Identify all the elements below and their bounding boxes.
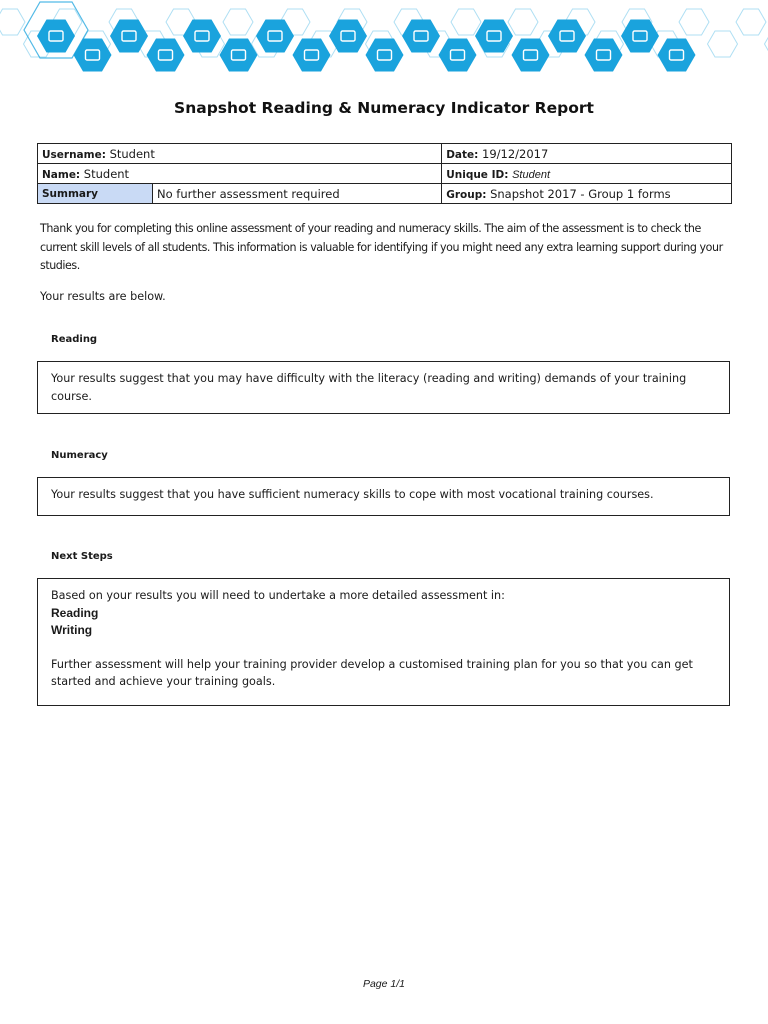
- lightbulb-icon: [74, 39, 112, 72]
- header-banner: [0, 0, 768, 80]
- calculator-icon: [585, 39, 623, 72]
- date-value: 19/12/2017: [482, 146, 549, 161]
- banner-outline-hex: [679, 9, 709, 35]
- laptop-icon: [147, 39, 185, 72]
- next-steps-closing: Further assessment will help your training provider develop a customised training plan for you so that you can get started and achieve your training goals.: [51, 657, 693, 688]
- report-title: Snapshot Reading & Numeracy Indicator Report: [174, 99, 594, 117]
- name-cell: [38, 164, 442, 184]
- clock-icon: [512, 39, 550, 72]
- name-value: Student: [83, 166, 130, 181]
- username-value: Student: [109, 146, 155, 161]
- next-steps-intro: Based on your results you will need to undertake a more detailed assessment in:: [51, 589, 505, 602]
- date-cell: [442, 144, 732, 164]
- banner-outline-hex: [736, 9, 766, 35]
- reading-heading: Reading: [51, 334, 98, 345]
- wheelbarrow-icon: [658, 39, 696, 72]
- book-icon: [183, 20, 221, 53]
- group-cell: [442, 184, 732, 204]
- numeracy-result-box: [37, 477, 730, 516]
- next-steps-area-writing: Writing: [51, 623, 93, 637]
- numeracy-result-text: Your results suggest that you have sufficient numeracy skills to cope with most vocational training courses.: [51, 488, 654, 501]
- globe-icon: [293, 39, 331, 72]
- book-icon: [402, 20, 440, 53]
- reading-result-box: [37, 361, 730, 414]
- name-label: Name:: [42, 168, 81, 181]
- group-value: Snapshot 2017 - Group 1 forms: [490, 186, 671, 201]
- pencil-icon: [37, 20, 75, 53]
- reading-result-text: Your results suggest that you may have difficulty with the literacy (reading and writing) demands of your training course.: [51, 372, 687, 403]
- date-label: Date:: [446, 148, 479, 161]
- next-steps-area-reading: Reading: [51, 605, 99, 620]
- results-intro: Your results are below.: [40, 290, 166, 303]
- magnifier-icon: [548, 20, 586, 53]
- unique-id-label: Unique ID:: [446, 168, 509, 181]
- banner-outline-hex: [0, 9, 25, 35]
- numeracy-heading: Numeracy: [51, 450, 108, 461]
- summary-value: No further assessment required: [153, 184, 442, 204]
- banner-outline-hex: [765, 31, 768, 57]
- group-label: Group:: [446, 188, 487, 201]
- banner-outline-hex: [451, 9, 481, 35]
- laptop-icon: [366, 39, 404, 72]
- briefcase-icon: [329, 20, 367, 53]
- next-steps-box: [37, 578, 730, 706]
- username-cell: [38, 144, 442, 164]
- username-label: Username:: [42, 148, 106, 161]
- banner-outline-hex: [708, 31, 738, 57]
- page-number: Page 1/1: [362, 978, 406, 990]
- unique-id-value: Student: [512, 168, 550, 181]
- banner-outline-hex: [223, 9, 253, 35]
- unique-id-cell: [442, 164, 732, 184]
- wheelbarrow-icon: [256, 20, 294, 53]
- next-steps-heading: Next Steps: [51, 551, 113, 562]
- student-info-table: [37, 143, 732, 204]
- banner-outline-hex: [508, 9, 538, 35]
- calculator-icon: [439, 39, 477, 72]
- summary-label: Summary: [38, 184, 153, 204]
- briefcase-icon: [621, 20, 659, 53]
- chart-icon: [110, 20, 148, 53]
- intro-paragraph: Thank you for completing this online assessment of your reading and numeracy skills. The aim of the assessment is to check the current skill levels of all students. This information is valuable for identifying if you might need any extra learning support during your studies.: [40, 222, 723, 272]
